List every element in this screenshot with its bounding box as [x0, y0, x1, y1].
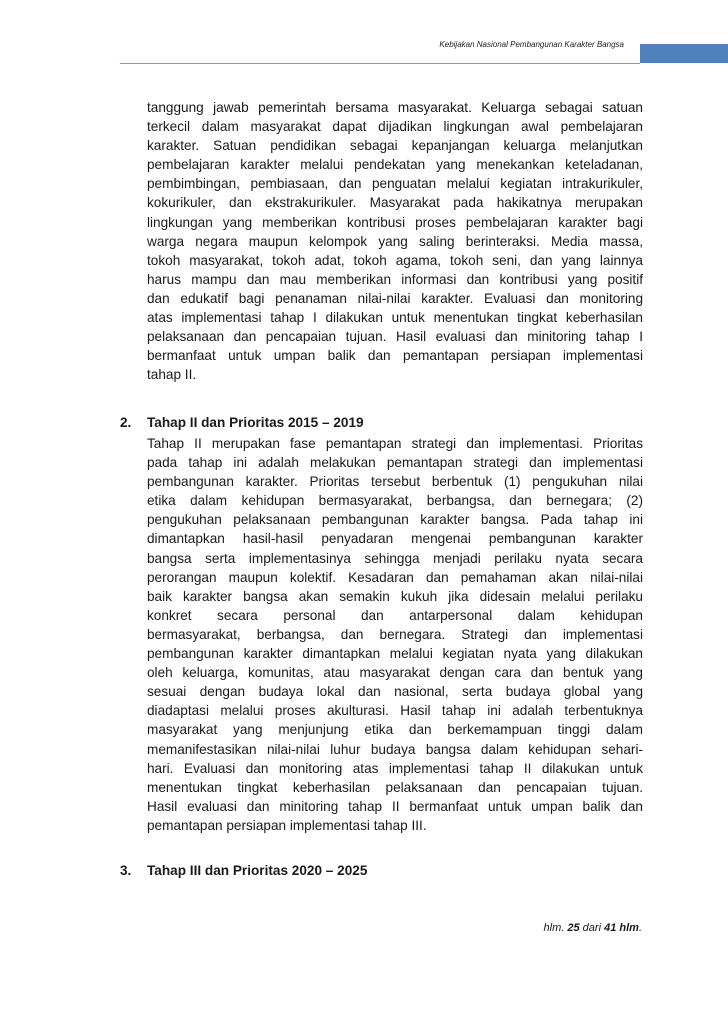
footer-middle: dari — [579, 922, 605, 934]
section-2-paragraph-line: masyarakat yang menjunjung etika dan berkemampuan tinggi dalam — [147, 722, 643, 738]
continuation-paragraph-line: bermanfaat untuk umpan balik dan pemantapan persiapan implementasi — [147, 348, 643, 364]
continuation-paragraph-line: harus mampu dan mau memberikan informasi dan kontribusi yang positif — [147, 271, 643, 287]
header-accent-block — [640, 44, 728, 63]
section-2-paragraph-line: pengukuhan pelaksanaan pembangunan karakter bangsa. Pada tahap ini — [147, 512, 643, 528]
section-2-heading — [120, 415, 364, 430]
section-2-paragraph-line: sesuai dengan budaya lokal dan nasional, serta budaya global yang — [147, 684, 643, 700]
continuation-paragraph-line: tokoh masyarakat, tokoh adat, tokoh agama, tokoh seni, dan yang lainnya — [147, 252, 643, 268]
continuation-paragraph-line: pelaksanaan dan pencapaian tujuan. Hasil evaluasi dan minitoring tahap I — [147, 329, 643, 345]
footer-total-pages: 41 hlm — [604, 922, 639, 934]
continuation-paragraph-line: karakter. Satuan pendidikan sebagai kepanjangan keluarga melanjutkan — [147, 138, 643, 154]
section-2-number: 2. — [120, 415, 132, 430]
section-2-paragraph-line: perorangan maupun kolektif. Kesadaran dan pemahaman akan nilai-nilai — [147, 569, 643, 585]
section-2-paragraph-line: menentukan tingkat keberhasilan pelaksanaan dan pencapaian tujuan. — [147, 779, 643, 795]
continuation-paragraph-line: atas implementasi tahap I dilakukan untuk menentukan tingkat keberhasilan — [147, 310, 643, 326]
continuation-paragraph-line: pembimbingan, pembiasaan, dan penguatan melalui kegiatan intrakurikuler, — [147, 176, 643, 192]
continuation-paragraph-line: tanggung jawab pemerintah bersama masyarakat. Keluarga sebagai satuan — [147, 100, 643, 115]
section-2-paragraph-line: baik karakter bangsa akan semakin kukuh jika didesain melalui perilaku — [147, 588, 643, 604]
continuation-paragraph-line: tahap II. — [147, 367, 197, 383]
continuation-paragraph — [147, 98, 643, 384]
section-2-paragraph-line: Tahap II merupakan fase pemantapan strategi dan implementasi. Prioritas — [147, 436, 643, 451]
footer-suffix: . — [638, 922, 642, 934]
section-2-paragraph-line: hari. Evaluasi dan monitoring atas implementasi tahap II dilakukan untuk — [147, 760, 643, 776]
continuation-paragraph-line: lingkungan yang memberikan kontribusi proses pembelajaran karakter bagi — [147, 214, 643, 230]
section-2-paragraph-line: bermasyarakat, berbangsa, dan bernegara. Strategi dan implementasi — [147, 626, 643, 642]
section-2-paragraph-line: pemantapan persiapan implementasi tahap III. — [147, 817, 427, 833]
section-2-paragraph-line: pembangunan karakter dimantapkan melalui kegiatan nyata yang dilakukan — [147, 646, 643, 662]
section-2-paragraph-line: dimantapkan hasil-hasil penyadaran mengenai pembangunan karakter — [147, 531, 643, 547]
section-2-paragraph-line: pembangunan karakter. Prioritas tersebut berbentuk (1) pengukuhan nilai — [147, 474, 643, 490]
continuation-paragraph-line: terkecil dalam masyarakat dapat dijadikan lingkungan awal pembelajaran — [147, 119, 643, 135]
footer-current-page: 25 — [567, 922, 580, 934]
continuation-paragraph-line: warga negara maupun kelompok yang saling berinteraksi. Media massa, — [147, 233, 643, 249]
section-2-paragraph-line: konkret secara personal dan antarpersonal dalam kehidupan — [147, 607, 643, 623]
section-3-number: 3. — [120, 863, 132, 878]
section-2-paragraph-line: oleh keluarga, komunitas, atau masyarakat dengan cara dan bentuk yang — [147, 665, 643, 681]
section-2-paragraph-line: memanifestasikan nilai-nilai luhur budaya bangsa dalam kehidupan sehari- — [147, 741, 643, 757]
footer-prefix: hlm. — [543, 922, 568, 934]
section-3-heading — [120, 863, 367, 878]
continuation-paragraph-line: dan edukatif bagi penanaman nilai-nilai karakter. Evaluasi dan monitoring — [147, 290, 643, 306]
section-2-paragraph — [147, 434, 643, 835]
section-2-paragraph-line: diadaptasi melalui proses akulturasi. Hasil tahap ini adalah terbentuknya — [147, 703, 643, 719]
header-rule — [120, 63, 640, 64]
section-2-paragraph-line: pada tahap ini adalah melakukan pemantapan strategi dan implementasi — [147, 455, 643, 471]
page-footer — [544, 922, 642, 934]
section-2-paragraph-line: etika dalam kehidupan bermasyarakat, berbangsa, dan bernegara; (2) — [147, 493, 643, 509]
continuation-paragraph-line: kokurikuler, dan ekstrakurikuler. Masyarakat pada hakikatnya merupakan — [147, 195, 643, 211]
section-3-title: Tahap III dan Prioritas 2020 – 2025 — [147, 863, 368, 878]
section-2-paragraph-line: bangsa serta implementasinya sehingga menjadi perilaku nyata secara — [147, 550, 643, 566]
continuation-paragraph-line: pembelajaran karakter melalui pendekatan yang menekankan keteladanan, — [147, 157, 643, 173]
section-2-paragraph-line: Hasil evaluasi dan minitoring tahap II bermanfaat untuk umpan balik dan — [147, 798, 643, 814]
section-2-title: Tahap II dan Prioritas 2015 – 2019 — [147, 415, 364, 430]
running-header-title: Kebijakan Nasional Pembangunan Karakter Bangsa — [439, 40, 624, 49]
